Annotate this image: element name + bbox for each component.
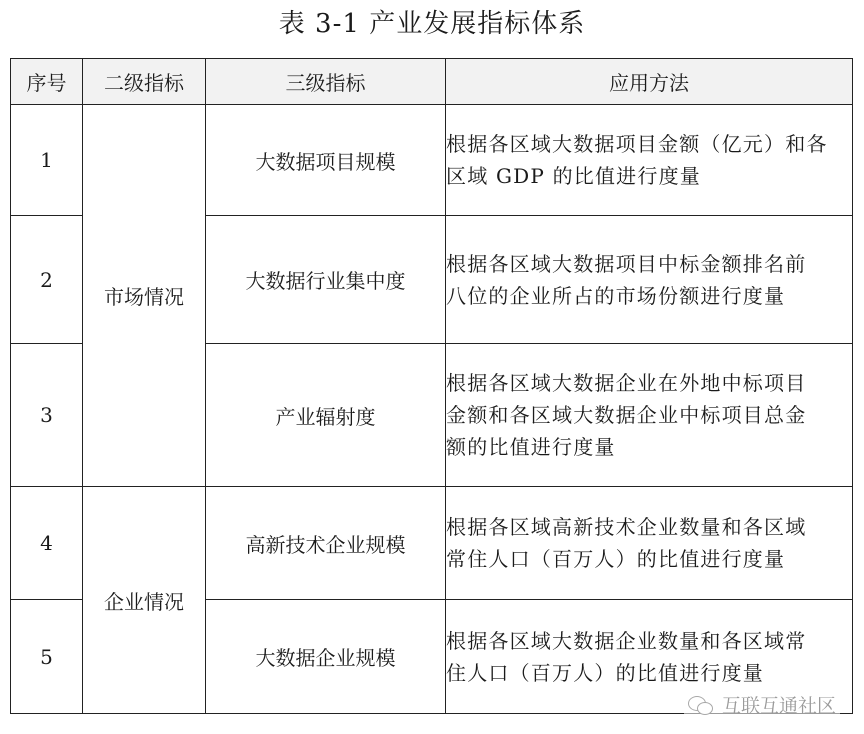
cell-seq: 4: [11, 487, 83, 600]
cell-level3: 大数据行业集中度: [206, 216, 446, 344]
method-line: 根据各区域大数据企业数量和各区域常: [446, 628, 807, 653]
header-level3: 三级指标: [206, 59, 446, 105]
cell-method: [446, 344, 853, 487]
header-seq: 序号: [11, 59, 83, 105]
wechat-icon: [688, 694, 714, 716]
cell-level3: 大数据项目规模: [206, 105, 446, 216]
indicator-table: [10, 58, 853, 714]
cell-method: [446, 216, 853, 344]
cell-level3: 大数据企业规模: [206, 600, 446, 714]
header-method: 应用方法: [446, 59, 853, 105]
table-header-row: [11, 59, 853, 105]
header-level2: 二级指标: [83, 59, 206, 105]
watermark: [684, 689, 840, 720]
table-row: [11, 105, 853, 216]
method-line: 区域 GDP 的比值进行度量: [446, 164, 701, 188]
method-line: 金额和各区域大数据企业中标项目总金: [446, 403, 807, 427]
cell-level2-market: 市场情况: [83, 105, 206, 487]
table-row: [11, 487, 853, 600]
method-line: 住人口（百万人）的比值进行度量: [446, 660, 764, 685]
cell-method: [446, 487, 853, 600]
method-line: 根据各区域大数据项目金额（亿元）和各: [446, 132, 828, 156]
method-line: 额的比值进行度量: [446, 435, 616, 459]
cell-seq: 2: [11, 216, 83, 344]
cell-level3: 高新技术企业规模: [206, 487, 446, 600]
method-line: 根据各区域大数据项目中标金额排名前: [446, 251, 807, 276]
cell-level2-enterprise: 企业情况: [83, 487, 206, 714]
method-line: 根据各区域高新技术企业数量和各区域: [446, 515, 807, 539]
cell-seq: 1: [11, 105, 83, 216]
method-line: 根据各区域大数据企业在外地中标项目: [446, 371, 807, 395]
cell-seq: 3: [11, 344, 83, 487]
cell-seq: 5: [11, 600, 83, 714]
watermark-text: 互联互通社区: [721, 695, 836, 717]
method-line: 常住人口（百万人）的比值进行度量: [446, 547, 786, 571]
table-caption: 表 3-1 产业发展指标体系: [278, 9, 586, 39]
cell-level3: 产业辐射度: [206, 344, 446, 487]
method-line: 八位的企业所占的市场份额进行度量: [446, 283, 786, 308]
cell-method: [446, 105, 853, 216]
